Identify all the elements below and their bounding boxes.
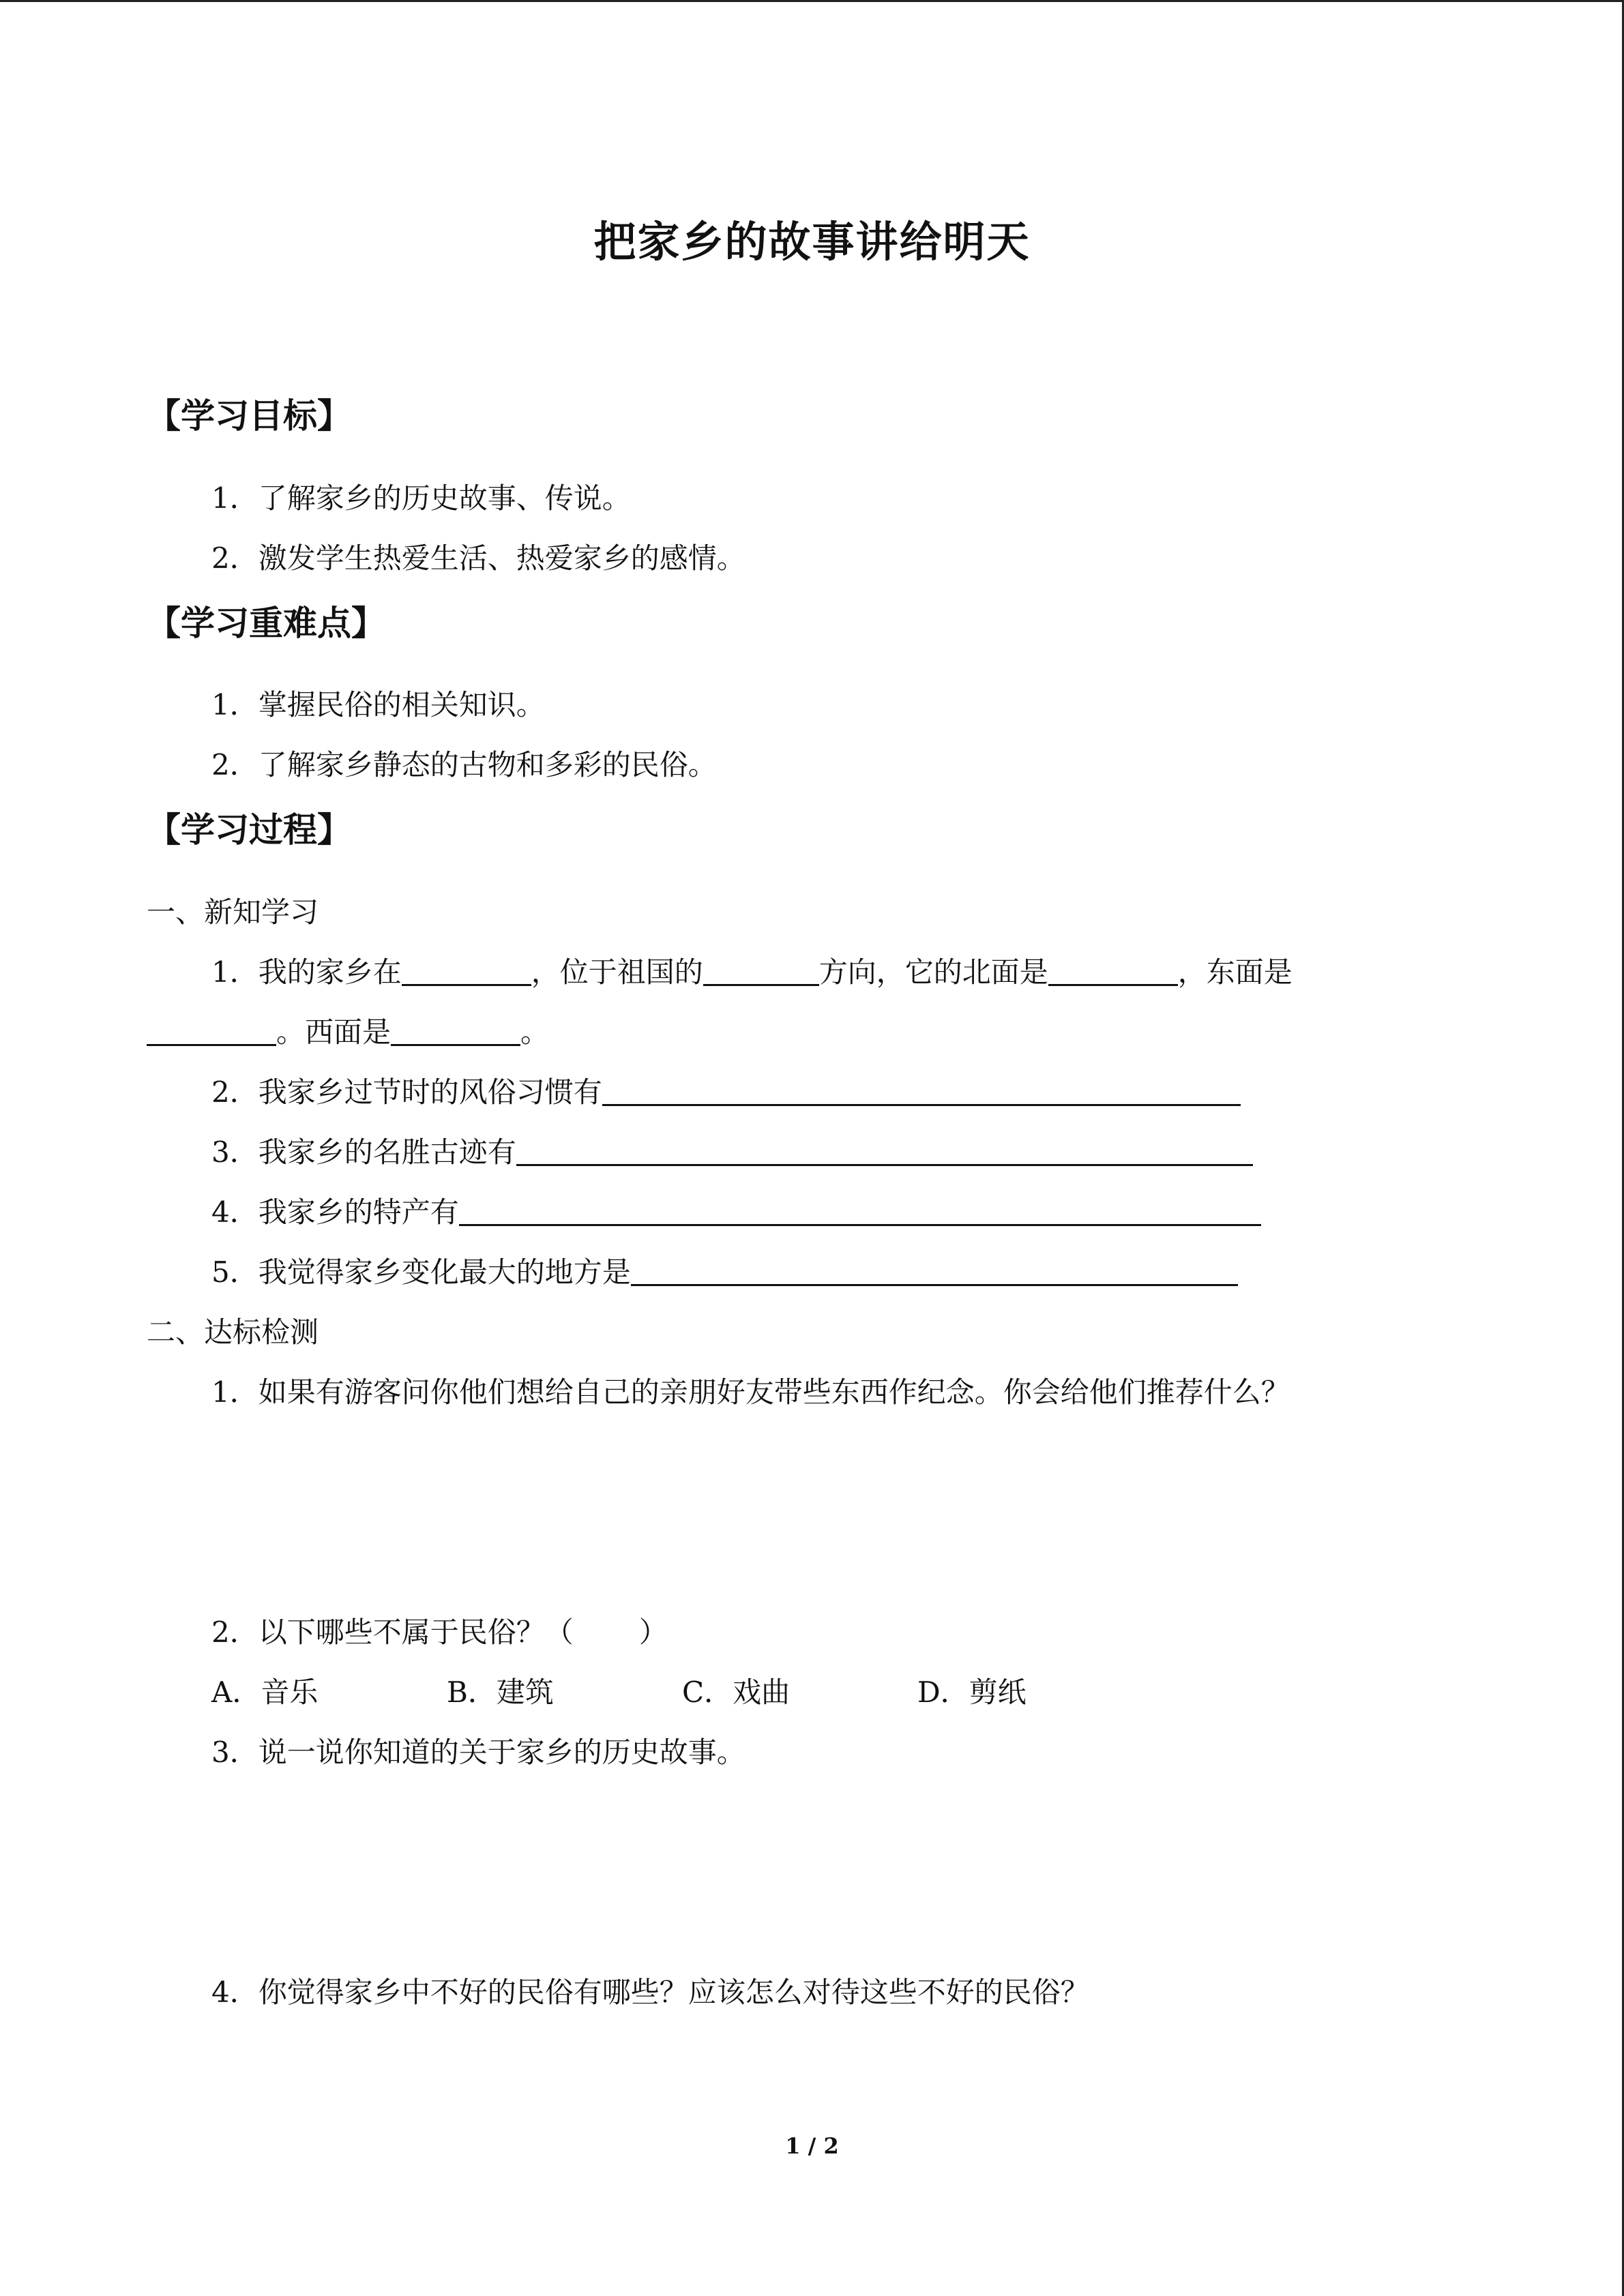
q1-blank-west[interactable] bbox=[391, 1015, 520, 1046]
key-point-item-1: 1．掌握民俗的相关知识。 bbox=[211, 688, 545, 721]
section-heading-goals: 【学习目标】 bbox=[147, 396, 351, 436]
option-c[interactable]: C．戏曲 bbox=[682, 1675, 791, 1709]
part1-question-1-line-2 bbox=[147, 1010, 549, 1051]
q4-text: 4．我家乡的特产有 bbox=[211, 1195, 459, 1229]
q1-blank-north[interactable] bbox=[1048, 955, 1178, 986]
part1-question-5 bbox=[211, 1250, 1238, 1291]
q1-text-b: ，位于祖国的 bbox=[531, 955, 703, 989]
section-heading-process: 【学习过程】 bbox=[147, 810, 351, 850]
page-number: 1 / 2 bbox=[785, 2133, 839, 2159]
part2-question-3: 3．说一说你知道的关于家乡的历史故事。 bbox=[211, 1735, 745, 1769]
q1-blank-direction[interactable] bbox=[703, 955, 819, 986]
q1-blank-location[interactable] bbox=[402, 955, 531, 986]
q2-mc-close: ） bbox=[638, 1615, 668, 1649]
goal-item-1: 1．了解家乡的历史故事、传说。 bbox=[211, 481, 631, 515]
part1-question-1-line-1 bbox=[211, 950, 1293, 991]
part2-question-4: 4．你觉得家乡中不好的民俗有哪些？应该怎么对待这些不好的民俗？ bbox=[211, 1976, 1089, 2009]
q1-text-e: 。西面是 bbox=[276, 1015, 392, 1049]
q2-answer-blank[interactable] bbox=[602, 1075, 1241, 1106]
part2-question-2 bbox=[211, 1610, 668, 1651]
option-a[interactable]: A．音乐 bbox=[211, 1675, 319, 1709]
section-heading-key-points: 【学习重难点】 bbox=[147, 603, 385, 643]
q5-text: 5．我觉得家乡变化最大的地方是 bbox=[211, 1255, 631, 1289]
q2-mc-text: 2．以下哪些不属于民俗？（ bbox=[211, 1615, 574, 1649]
option-b[interactable]: B．建筑 bbox=[447, 1675, 554, 1709]
q1-text-d: ，东面是 bbox=[1177, 955, 1293, 989]
key-point-item-2: 2．了解家乡静态的古物和多彩的民俗。 bbox=[211, 748, 717, 781]
option-d[interactable]: D．剪纸 bbox=[917, 1675, 1027, 1709]
q4-answer-blank[interactable] bbox=[459, 1195, 1261, 1226]
q1-text-f: 。 bbox=[520, 1015, 550, 1049]
part2-question-1: 1．如果有游客问你他们想给自己的亲朋好友带些东西作纪念。你会给他们推荐什么？ bbox=[211, 1375, 1290, 1409]
q3-answer-blank[interactable] bbox=[516, 1135, 1253, 1166]
part2-label: 二、达标检测 bbox=[147, 1315, 319, 1349]
q5-answer-blank[interactable] bbox=[631, 1255, 1238, 1286]
part1-question-3 bbox=[211, 1130, 1253, 1171]
page-border-top bbox=[0, 0, 1624, 2]
q1-blank-east[interactable] bbox=[147, 1015, 276, 1046]
part1-question-4 bbox=[211, 1190, 1261, 1231]
document-title: 把家乡的故事讲给明天 bbox=[593, 217, 1031, 267]
q1-text-a: 1．我的家乡在 bbox=[211, 955, 402, 989]
part1-label: 一、新知学习 bbox=[147, 895, 319, 929]
part1-question-2 bbox=[211, 1070, 1241, 1111]
goal-item-2: 2．激发学生热爱生活、热爱家乡的感情。 bbox=[211, 541, 745, 575]
q3-text: 3．我家乡的名胜古迹有 bbox=[211, 1135, 516, 1169]
q2-text: 2．我家乡过节时的风俗习惯有 bbox=[211, 1075, 602, 1109]
q1-text-c: 方向，它的北面是 bbox=[818, 955, 1048, 989]
